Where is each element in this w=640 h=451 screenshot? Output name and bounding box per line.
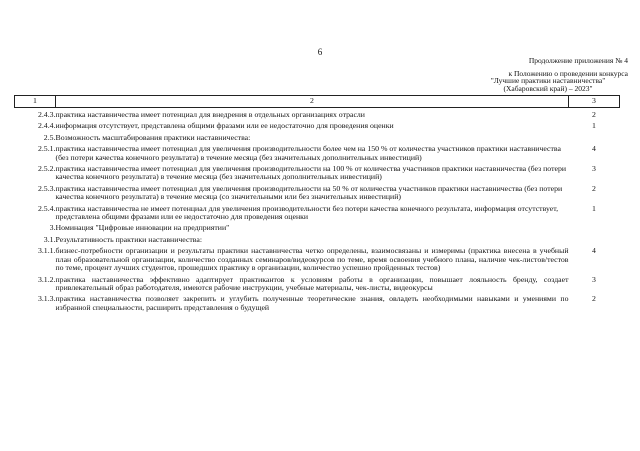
table-row <box>15 273 620 293</box>
row-score: 2 <box>592 294 596 304</box>
row-number: 2.4.3. <box>37 110 56 119</box>
row-text: Возможность масштабирования практики наставничества: <box>55 132 251 142</box>
row-score: 2 <box>592 110 596 119</box>
table-row <box>15 131 620 142</box>
column-header-score: 3 <box>569 96 620 108</box>
row-number: 2.5.3. <box>37 183 56 193</box>
appendix-region-year: (Хабаровский край) – 2023" <box>503 83 593 93</box>
criteria-table <box>14 95 620 312</box>
row-text: информация отсутствует, представлена общими фразами или ее недостаточно для проведения оценки <box>55 121 394 131</box>
table-row <box>15 221 620 232</box>
row-text: Результативность практики наставничества: <box>55 234 203 244</box>
row-text: бизнес-потребности организации и результаты практики наставничества четко определены, взаимосвязаны и измеримы (практика внесена в учебный план образовательной организации, количество созданных семинаров/видеокурсов по теме, время освоения учебного плана, наличие чек-листов/тестов по теме, процент лучших студентов, прошедших практику в организации, количество успешно пройденных тестов) <box>55 246 569 273</box>
appendix-contest-name: "Лучшие практики наставничества" <box>490 76 606 86</box>
row-score: 4 <box>592 144 596 154</box>
table-header-row <box>15 96 620 108</box>
row-number: 3.1.2. <box>37 274 56 284</box>
row-text: практика наставничества позволяет закрепить и углубить полученные теоретические знания, овладеть необходимыми навыками и умениями по избранной специальности, расширить представления о будущей <box>55 294 569 312</box>
row-text: практика наставничества имеет потенциал для увеличения производительности более чем на 150 % от количества участников практики наставничества (без потери качества конечного результата) в течение месяца (без значительных дополнительных инвестиций) <box>55 144 561 162</box>
appendix-heading <box>428 57 628 92</box>
row-text: практика наставничества не имеет потенциал для увеличения производительности без потери качества конечного результата, информация отсутствует, представлена общими фразами или ее недостаточно для проведения оценки <box>55 203 559 222</box>
table-row <box>15 233 620 244</box>
appendix-regulation: к Положению о проведении конкурса <box>508 68 628 78</box>
row-number: 2.5.2. <box>37 164 56 174</box>
column-header-criterion: 2 <box>56 96 569 108</box>
row-number: 2.5. <box>43 132 56 142</box>
row-number: 3.1. <box>43 234 56 244</box>
row-number: 2.5.1. <box>37 144 56 154</box>
row-text: практика наставничества эффективно адаптирует практикантов к условиям работы в организации, повышает лояльность бренду, создает привлекательный образ работодателя, имеются рабочие инструкции, учебные материалы, чек-листы, видеокурсы <box>55 274 569 292</box>
row-score <box>569 131 620 142</box>
row-score: 3 <box>592 164 596 174</box>
row-score: 1 <box>592 121 596 131</box>
table-row <box>15 108 620 120</box>
table-row <box>15 292 620 312</box>
row-text: практика наставничества имеет потенциал для внедрения в отдельных организациях отрасли <box>55 110 365 119</box>
row-score: 4 <box>592 246 596 256</box>
table-row <box>15 162 620 182</box>
row-score: 1 <box>592 203 596 213</box>
row-number: 3.1.1. <box>37 246 56 256</box>
row-score: 2 <box>592 183 596 193</box>
table-row <box>15 119 620 130</box>
page-number: 6 <box>317 47 323 57</box>
row-score <box>569 233 620 244</box>
row-number: 2.4.4. <box>37 121 56 131</box>
row-number: 3. <box>49 223 56 233</box>
row-text: Номинация "Цифровые инновации на предприятии" <box>55 223 230 233</box>
row-number: 2.5.4. <box>37 203 56 213</box>
appendix-continuation: Продолжение приложения № 4 <box>528 56 628 65</box>
column-header-number: 1 <box>15 96 56 108</box>
row-number: 3.1.3. <box>37 294 56 304</box>
row-score: 3 <box>592 274 596 284</box>
row-text: практика наставничества имеет потенциал для увеличения производительности на 100 % от количества участников практики наставничества (без потери качества конечного результата) в течение месяца (без значительных дополнительных инвестиций) <box>55 164 567 182</box>
table-row <box>15 244 620 272</box>
row-text: практика наставничества имеет потенциал для увеличения производительности на 50 % от количества участников практики наставничества (без потери качества конечного результата) в течение месяца (со значительными или без значительных инвестиций) <box>55 183 563 202</box>
table-row <box>15 182 620 202</box>
table-row <box>15 142 620 162</box>
table-row <box>15 202 620 222</box>
row-score <box>569 221 620 232</box>
